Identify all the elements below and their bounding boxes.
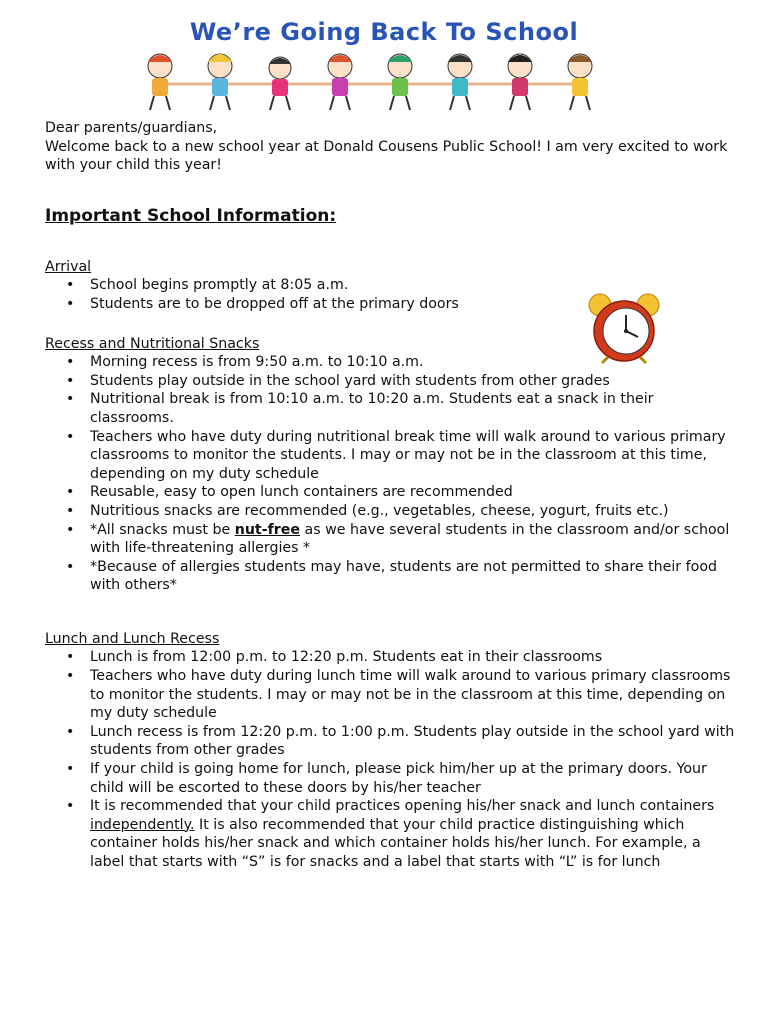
list-item: • Teachers who have duty during lunch time will walk around to various primary classrooms to monitor the students. I may or may not be in the classroom at this time, depending on my duty schedule: [45, 667, 735, 723]
kid-3: [269, 57, 291, 110]
list-item: • Nutritional break is from 10:10 a.m. to 10:20 a.m. Students eat a snack in their classrooms.: [45, 390, 735, 427]
practice-text-pre: It is recommended that your child practices opening his/her snack and lunch containers: [90, 798, 715, 815]
lunch-list: [45, 648, 735, 871]
list-item: • Students play outside in the school yard with students from other grades: [45, 372, 735, 391]
nutfree-emphasis: nut-free: [234, 521, 301, 538]
list-item: • *Because of allergies students may have, students are not permitted to share their food with others*: [45, 558, 735, 595]
nutfree-text-pre: *All snacks must be: [90, 521, 235, 538]
page-heading: Important School Information:: [45, 205, 337, 226]
list-item: • If your child is going home for lunch, please pick him/her up at the primary doors. Your child will be escorted to these doors by his/her teacher: [45, 760, 735, 797]
nutfree-text-post: as we have several students in the classroom and/or school with life-threatening allergies *: [90, 521, 730, 557]
recess-list: [45, 353, 735, 595]
kid-4: [328, 54, 352, 110]
lunch-section: [45, 630, 735, 872]
list-item: • Students are to be dropped off at the primary doors: [45, 295, 735, 314]
list-item: • Lunch recess is from 12:20 p.m. to 1:00 p.m. Students play outside in the school yard with students from other grades: [45, 723, 735, 760]
practice-emphasis: independently.: [90, 816, 195, 833]
list-item: • Reusable, easy to open lunch containers are recommended: [45, 483, 735, 502]
greeting: Dear parents/guardians,: [45, 120, 218, 136]
kid-5: [388, 54, 412, 110]
practice-text-post: It is also recommended that your child practice distinguishing which container holds his/her snack and which container holds his/her lunch. For example, a label that starts with “S” is for snacks and a label that starts with “L” is for lunch: [90, 816, 701, 870]
arrival-section: [45, 258, 735, 314]
kid-2: [208, 54, 232, 110]
children-holding-hands-illustration: [134, 48, 606, 114]
arrival-heading: Arrival: [45, 258, 92, 275]
kid-1: [148, 54, 172, 110]
list-item: • Nutritious snacks are recommended (e.g., vegetables, cheese, yogurt, fruits etc.): [45, 502, 735, 521]
arrival-list: [45, 276, 735, 313]
list-item: • School begins promptly at 8:05 a.m.: [45, 276, 735, 295]
lunch-heading: Lunch and Lunch Recess: [45, 630, 220, 647]
list-item: • Teachers who have duty during nutritional break time will walk around to various primary classrooms to monitor the students. I may or may not be in the classroom at this time, depending on my duty schedule: [45, 428, 735, 484]
list-item: • Lunch is from 12:00 p.m. to 12:20 p.m. Students eat in their classrooms: [45, 648, 735, 667]
kid-6: [448, 54, 472, 110]
list-item: [45, 521, 735, 558]
letter-body: [45, 119, 735, 872]
banner-title: We’re Going Back To School: [189, 18, 579, 46]
list-item: [45, 797, 735, 871]
list-item: • Morning recess is from 9:50 a.m. to 10:10 a.m.: [45, 353, 735, 372]
welcome-paragraph: Welcome back to a new school year at Donald Cousens Public School! I am very excited to work with your child this year!: [45, 138, 728, 174]
kid-8: [568, 54, 592, 110]
recess-heading: Recess and Nutritional Snacks: [45, 335, 260, 352]
recess-section: [45, 335, 735, 595]
kid-7: [508, 54, 532, 110]
